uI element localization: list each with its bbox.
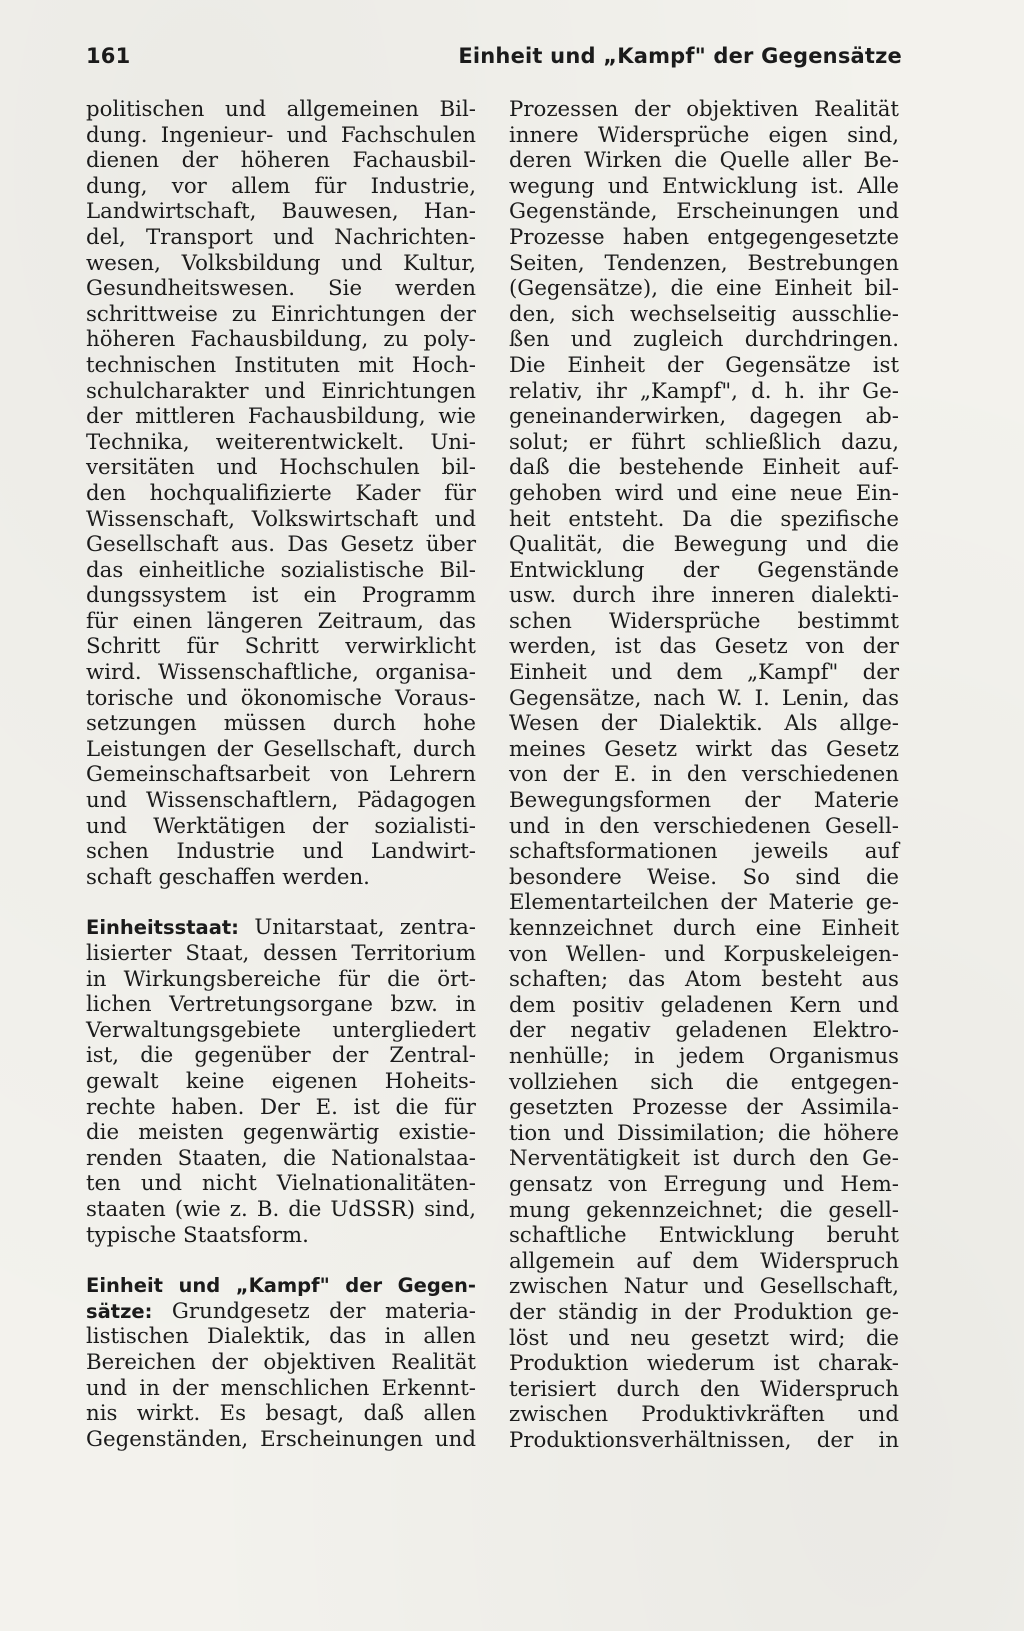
text-line: zwischen Produktivkräften und <box>509 1402 899 1428</box>
text-line: schaftliche Entwicklung beruht <box>509 1223 899 1249</box>
entry-body <box>86 941 476 1248</box>
continuation-paragraph <box>86 97 476 890</box>
entry-text: Unitarstaat, zentra- <box>238 915 476 941</box>
text-line: das einheitliche sozialistische Bil- <box>86 557 476 583</box>
text-line: schrittweise zu Einrichtungen der <box>86 301 476 327</box>
text-line: mung gekennzeichnet; die gesell- <box>509 1197 899 1223</box>
text-line: Gemeinschaftsarbeit von Lehrern <box>86 762 476 788</box>
text-line: daß die bestehende Einheit auf- <box>509 455 899 481</box>
entry-einheitsstaat <box>86 915 476 1248</box>
running-head-title: Einheit und „Kampf" der Gegensätze <box>458 44 902 68</box>
text-line: Qualität, die Bewegung und die <box>509 532 899 558</box>
text-line: Wissenschaft, Volkswirtschaft und <box>86 506 476 532</box>
text-line: dungssystem ist ein Programm <box>86 583 476 609</box>
text-line: meines Gesetz wirkt das Gesetz <box>509 736 899 762</box>
text-line: schaft geschaffen werden. <box>86 864 370 890</box>
text-line: Einheit und dem „Kampf" der <box>509 660 899 686</box>
entry-first-line <box>86 915 476 941</box>
text-line: Gegenständen, Erscheinungen und <box>86 1426 476 1452</box>
text-line: lichen Vertretungsorgane bzw. in <box>86 992 476 1018</box>
text-line: dem positiv geladenen Kern und <box>509 992 899 1018</box>
text-line: kennzeichnet durch eine Einheit <box>509 916 899 941</box>
text-line: wird. Wissenschaftliche, organisa- <box>86 660 476 686</box>
text-line: Prozessen der objektiven Realität <box>509 97 899 122</box>
text-line: höheren Fachausbildung, zu poly- <box>86 327 476 353</box>
entry-body <box>86 1324 476 1452</box>
text-line: staaten (wie z. B. die UdSSR) sind, <box>86 1196 476 1222</box>
text-line: Gegensätze, nach W. I. Lenin, das <box>509 685 899 711</box>
text-line: gehoben wird und eine neue Ein- <box>509 480 899 506</box>
text-line: von der E. in den verschiedenen <box>509 762 899 788</box>
entry-term: Einheit und „Kampf" der Gegen- <box>86 1274 476 1298</box>
text-line: ten und nicht Vielnationalitäten- <box>86 1171 476 1197</box>
text-line: schaftsformationen jeweils auf <box>509 839 899 865</box>
text-line: Produktion wiederum ist charak- <box>509 1351 899 1377</box>
text-line: vollziehen sich die entgegen- <box>509 1069 899 1095</box>
text-line: wegung und Entwicklung ist. Alle <box>509 173 899 199</box>
text-line: Seiten, Tendenzen, Bestrebungen <box>509 250 899 276</box>
text-line: die meisten gegenwärtig existie- <box>86 1120 476 1146</box>
text-line: terisiert durch den Widerspruch <box>509 1376 899 1402</box>
entry-term: Einheitsstaat: <box>86 916 239 940</box>
text-line: dung. Ingenieur- und Fachschulen <box>86 122 476 148</box>
text-line: technischen Instituten mit Hoch- <box>86 352 476 378</box>
text-line: und Werktätigen der sozialisti- <box>86 813 476 839</box>
text-line: Produktionsverhältnissen, der in <box>509 1427 899 1453</box>
text-line: tion und Dissimilation; die höhere <box>509 1120 899 1146</box>
text-line: löst und neu gesetzt wird; die <box>509 1325 899 1351</box>
text-line: dienen der höheren Fachausbil- <box>86 148 476 174</box>
paragraph-gap <box>86 890 476 915</box>
text-line: nenhülle; in jedem Organismus <box>509 1043 899 1069</box>
text-line: Gesundheitswesen. Sie werden <box>86 276 476 302</box>
text-line: schulcharakter und Einrichtungen <box>86 378 476 404</box>
text-line: geneinanderwirken, dagegen ab- <box>509 404 899 430</box>
text-line: Verwaltungsgebiete untergliedert <box>86 1017 476 1043</box>
text-line: (Gegensätze), die eine Einheit bil- <box>509 276 899 302</box>
text-line: zwischen Natur und Gesellschaft, <box>509 1274 899 1300</box>
text-line: schen Industrie und Landwirt- <box>86 839 476 865</box>
text-line: Elementarteilchen der Materie ge- <box>509 890 899 916</box>
text-line: lisierter Staat, dessen Territorium <box>86 941 476 966</box>
right-column <box>509 97 899 1453</box>
text-line: versitäten und Hochschulen bil- <box>86 455 476 481</box>
text-line: Leistungen der Gesellschaft, durch <box>86 736 476 762</box>
text-line: der mittleren Fachausbildung, wie <box>86 404 476 430</box>
text-line: torische und ökonomische Voraus- <box>86 685 476 711</box>
text-line: ist, die gegenüber der Zentral- <box>86 1043 476 1069</box>
page-number: 161 <box>86 44 131 68</box>
text-line: listischen Dialektik, das in allen <box>86 1324 476 1350</box>
text-line: relativ, ihr „Kampf", d. h. ihr Ge- <box>509 378 899 404</box>
text-line: schen Widersprüche bestimmt <box>509 608 899 634</box>
entry-term-line <box>86 1273 476 1299</box>
entry-second-line <box>86 1299 476 1325</box>
text-line: Die Einheit der Gegensätze ist <box>509 352 899 378</box>
text-line: Wesen der Dialektik. Als allge- <box>509 711 899 737</box>
text-line: der ständig in der Produktion ge- <box>509 1299 899 1325</box>
text-line: in Wirkungsbereiche für die ört- <box>86 966 476 992</box>
text-line: gewalt keine eigenen Hoheits- <box>86 1068 476 1094</box>
text-line: gesetzten Prozesse der Assimila- <box>509 1095 899 1121</box>
paragraph-gap <box>86 1248 476 1273</box>
text-line: politischen und allgemeinen Bil- <box>86 97 476 122</box>
text-line: renden Staaten, die Nationalstaa- <box>86 1145 476 1171</box>
text-line: den, sich wechselseitig ausschlie- <box>509 301 899 327</box>
text-line: Entwicklung der Gegenstände <box>509 557 899 583</box>
text-line: usw. durch ihre inneren dialekti- <box>509 583 899 609</box>
text-line: solut; er führt schließlich dazu, <box>509 429 899 455</box>
text-line: von Wellen- und Korpuskeleigen- <box>509 941 899 967</box>
text-line: besondere Weise. So sind die <box>509 864 899 890</box>
right-column-text <box>509 97 899 1453</box>
text-line: Prozesse haben entgegengesetzte <box>509 224 899 250</box>
entry-term: sätze: <box>86 1299 153 1323</box>
text-line: rechte haben. Der E. ist die für <box>86 1094 476 1120</box>
text-line: ßen und zugleich durchdringen. <box>509 327 899 353</box>
text-line: allgemein auf dem Widerspruch <box>509 1248 899 1274</box>
text-line: Nerventätigkeit ist durch den Ge- <box>509 1146 899 1172</box>
text-line: setzungen müssen durch hohe <box>86 711 476 737</box>
text-line: und in den verschiedenen Gesell- <box>509 813 899 839</box>
text-line: Schritt für Schritt verwirklicht <box>86 634 476 660</box>
text-line: typische Staatsform. <box>86 1222 309 1248</box>
text-line: innere Widersprüche eigen sind, <box>509 122 899 148</box>
text-line: Gesellschaft aus. Das Gesetz über <box>86 532 476 558</box>
entry-einheit-und-kampf <box>86 1273 476 1452</box>
entry-text: Grundgesetz der materia- <box>152 1298 476 1324</box>
text-line: wesen, Volksbildung und Kultur, <box>86 250 476 276</box>
text-line: für einen längeren Zeitraum, das <box>86 608 476 634</box>
text-line: heit entsteht. Da die spezifische <box>509 506 899 532</box>
text-line: schaften; das Atom besteht aus <box>509 967 899 993</box>
text-line: Bewegungsformen der Materie <box>509 788 899 814</box>
text-line: werden, ist das Gesetz von der <box>509 634 899 660</box>
text-line: deren Wirken die Quelle aller Be- <box>509 148 899 174</box>
left-column <box>86 97 476 1452</box>
text-line: Gegenstände, Erscheinungen und <box>509 199 899 225</box>
text-line: gensatz von Erregung und Hem- <box>509 1171 899 1197</box>
running-head <box>86 44 902 76</box>
text-line: der negativ geladenen Elektro- <box>509 1018 899 1044</box>
text-line: den hochqualifizierte Kader für <box>86 480 476 506</box>
text-line: und Wissenschaftlern, Pädagogen <box>86 788 476 814</box>
text-line: nis wirkt. Es besagt, daß allen <box>86 1401 476 1427</box>
text-line: Bereichen der objektiven Realität <box>86 1349 476 1375</box>
text-line: dung, vor allem für Industrie, <box>86 173 476 199</box>
text-line: und in der menschlichen Erkennt- <box>86 1375 476 1401</box>
text-line: del, Transport und Nachrichten- <box>86 224 476 250</box>
text-line: Technika, weiterentwickelt. Uni- <box>86 429 476 455</box>
text-line: Landwirtschaft, Bauwesen, Han- <box>86 199 476 225</box>
